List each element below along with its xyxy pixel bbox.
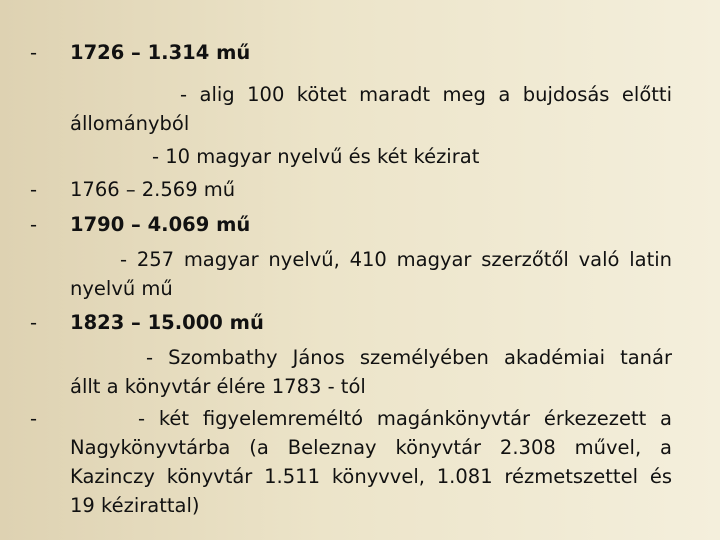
item-libraries-line4: 19 kézirattal) [70, 494, 200, 517]
bullet-dash: - [30, 311, 38, 334]
item-1726-sub2: - 10 magyar nyelvű és két kézirat [152, 145, 480, 168]
bullet-dash: - [30, 407, 38, 430]
bullet-dash: - [30, 41, 38, 64]
item-1790-sub1-line1: - 257 magyar nyelvű, 410 magyar szerzőtől való latin [120, 248, 672, 271]
item-1766: 1766 – 2.569 mű [70, 178, 236, 201]
item-1823: 1823 – 15.000 mű [70, 311, 264, 334]
item-libraries-line3: Kazinczy könyvtár 1.511 könyvvel, 1.081 rézmetszettel és [70, 465, 672, 488]
item-1726-sub1-line1: - alig 100 kötet maradt meg a bujdosás előtti [180, 83, 672, 106]
item-1726-sub1-line2: állományból [70, 112, 190, 135]
item-1823-sub1-line1: - Szombathy János személyében akadémiai tanár [146, 346, 672, 369]
bullet-dash: - [30, 213, 38, 236]
item-1790-sub1-line2: nyelvű mű [70, 277, 173, 300]
item-libraries-line1: - két figyelemreméltó magánkönyvtár érkezezett a [138, 407, 672, 430]
item-1726: 1726 – 1.314 mű [70, 41, 251, 64]
item-1823-sub1-line2: állt a könyvtár élére 1783 - tól [70, 375, 366, 398]
item-libraries-line2: Nagykönyvtárba (a Beleznay könyvtár 2.308 művel, a [70, 436, 672, 459]
item-1790: 1790 – 4.069 mű [70, 213, 251, 236]
bullet-dash: - [30, 178, 38, 201]
